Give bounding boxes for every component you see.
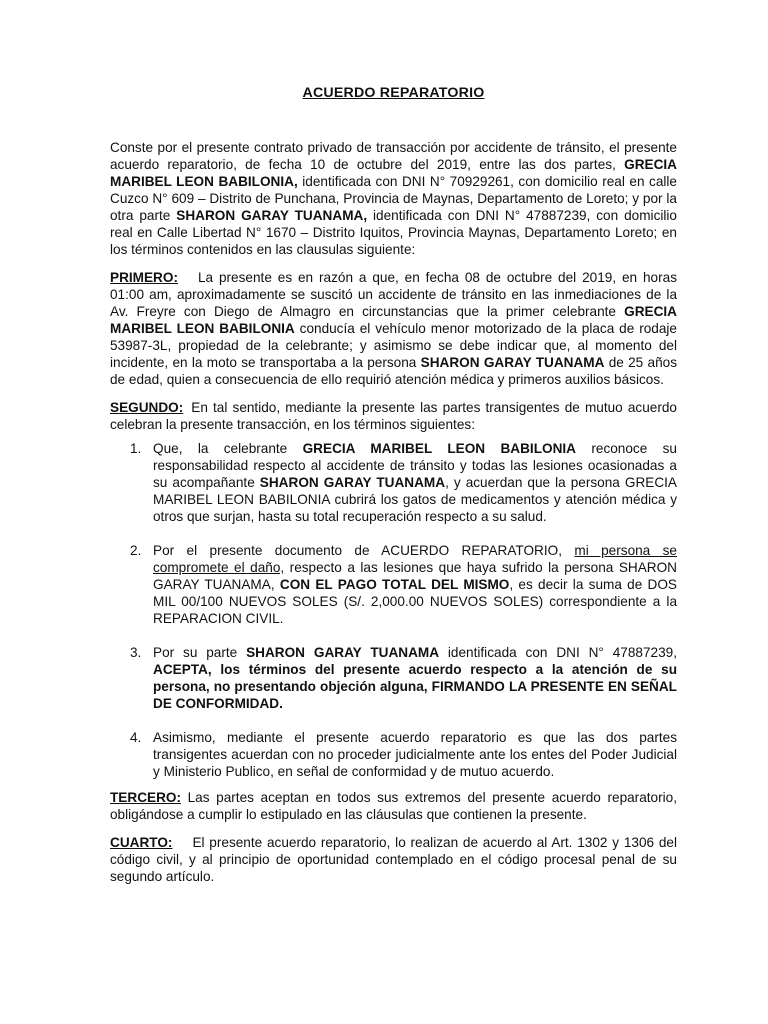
clause-primero-text-2: conducía el vehículo menor motorizado de la placa de rodaje 53987-3L, propiedad de la celebrante; y asimismo se debe indicar que, al momento del incidente, en la moto se transportaba a la persona [110, 321, 677, 370]
list-item-number: 2. [130, 543, 142, 558]
party-2-name: SHARON GARAY TUANAMA, [176, 208, 368, 223]
clause-primero-text-1: La presente es en razón a que, en fecha 08 de octubre del 2019, en horas 01:00 am, aproximadamente se suscitó un accidente de tránsito en las inmediaciones de la Av. Freyre con Diego de Almagro en circunstancias que la primer celebrante [110, 270, 677, 319]
clause-tercero-text: Las partes aceptan en todos sus extremos del presente acuerdo reparatorio, obligándose a cumplir lo estipulado en las cláusulas que contienen la presente. [110, 790, 677, 822]
list-item-number: 4. [130, 730, 142, 745]
list-item-text: respecto a las lesiones que haya sufrido la persona SHARON GARAY TUANAMA, [153, 560, 678, 592]
list-item-text: , y acuerdan que la persona GRECIA MARIBEL LEON BABILONIA cubrirá los gatos de medicamentos y atención médica y otros que surjan, hasta su total recuperación respecto a su salud. [153, 475, 677, 524]
intro-text-1: Conste por el presente contrato privado de transacción por accidente de tránsito, el presente acuerdo reparatorio, de fecha 10 de octubre del 2019, entre las dos partes, [110, 140, 677, 172]
clause-cuarto-text: El presente acuerdo reparatorio, lo realizan de acuerdo al Art. 1302 y 1306 del código civil, y al principio de oportunidad contemplado en el código procesal penal de su segundo artículo. [110, 835, 677, 884]
clause-primero [110, 269, 677, 388]
list-item-bold: ACEPTA, los términos del presente acuerdo respecto a la atención de su persona, no presentando objeción alguna, FIRMANDO LA PRESENTE EN SEÑAL DE CONFORMIDAD. [153, 662, 677, 711]
clause-cuarto-label: CUARTO: [110, 835, 173, 850]
list-item [130, 729, 677, 780]
clause-primero-label: PRIMERO: [110, 270, 178, 285]
list-item [130, 644, 677, 712]
terms-list [110, 440, 677, 780]
list-item-text: identificada con DNI N° 47887239, [439, 645, 677, 660]
list-item-number: 3. [130, 645, 142, 660]
party-1-name: GRECIA MARIBEL LEON BABILONIA, [110, 157, 677, 189]
clause-primero-text-3: de 25 años de edad, quien a consecuencia de ello requirió atención médica y primeros auxilios básicos. [110, 355, 677, 387]
intro-paragraph [110, 139, 677, 258]
clause-tercero-label: TERCERO: [110, 790, 181, 805]
list-item-text: Que, la celebrante [153, 441, 303, 456]
list-item [130, 542, 678, 627]
list-item-text: , es decir la suma de DOS MIL 00/100 NUEVOS SOLES (S/. 2,000.00 NUEVOS SOLES) correspondiente a la REPARACION CIVIL. [153, 577, 677, 626]
document-title: ACUERDO REPARATORIO [302, 85, 485, 101]
clause-segundo-label: SEGUNDO: [110, 400, 184, 415]
clause-tercero [110, 789, 677, 823]
list-item-text: reconoce su responsabilidad respecto al accidente de tránsito y todas las lesiones ocasionadas a su acompañante [153, 441, 677, 490]
clause-primero-bold-2: SHARON GARAY TUANAMA [420, 355, 605, 370]
clause-cuarto [110, 834, 677, 885]
list-item [130, 440, 677, 525]
clause-segundo-text: En tal sentido, mediante la presente las partes transigentes de mutuo acuerdo celebran la presente transacción, en los términos siguientes: [110, 400, 677, 432]
intro-text-3: identificada con DNI N° 47887239, con domicilio real en Calle Libertad N° 1670 – Distrito Iquitos, Provincia Maynas, Departamento Loreto; en los términos contenidos en las clausulas siguiente: [110, 208, 677, 257]
list-item-text: Por el presente documento de ACUERDO REPARATORIO, [153, 543, 575, 558]
clause-segundo [110, 399, 677, 433]
list-item-text: Por su parte [153, 645, 247, 660]
list-item-text: Asimismo, mediante el presente acuerdo reparatorio es que las dos partes transigentes acuerdan con no proceder judicialmente ante los entes del Poder Judicial y Ministerio Publico, en señal de conformidad y de mutuo acuerdo. [153, 730, 677, 779]
list-item-number: 1. [130, 441, 142, 456]
list-item-bold: SHARON GARAY TUANAMA [259, 475, 446, 490]
list-item-bold: CON EL PAGO TOTAL DEL MISMO [279, 577, 510, 592]
list-item-bold: SHARON GARAY TUANAMA [246, 645, 440, 660]
list-item-bold: GRECIA MARIBEL LEON BABILONIA [302, 441, 576, 456]
list-item-underlined: mi persona se compromete el daño, [153, 543, 677, 575]
clause-primero-bold-1: GRECIA MARIBEL LEON BABILONIA [110, 304, 677, 336]
intro-text-2: identificada con DNI N° 70929261, con domicilio real en calle Cuzco N° 609 – Distrito de Punchana, Provincia de Maynas, Departamento de Loreto; y por la otra parte [110, 174, 677, 223]
